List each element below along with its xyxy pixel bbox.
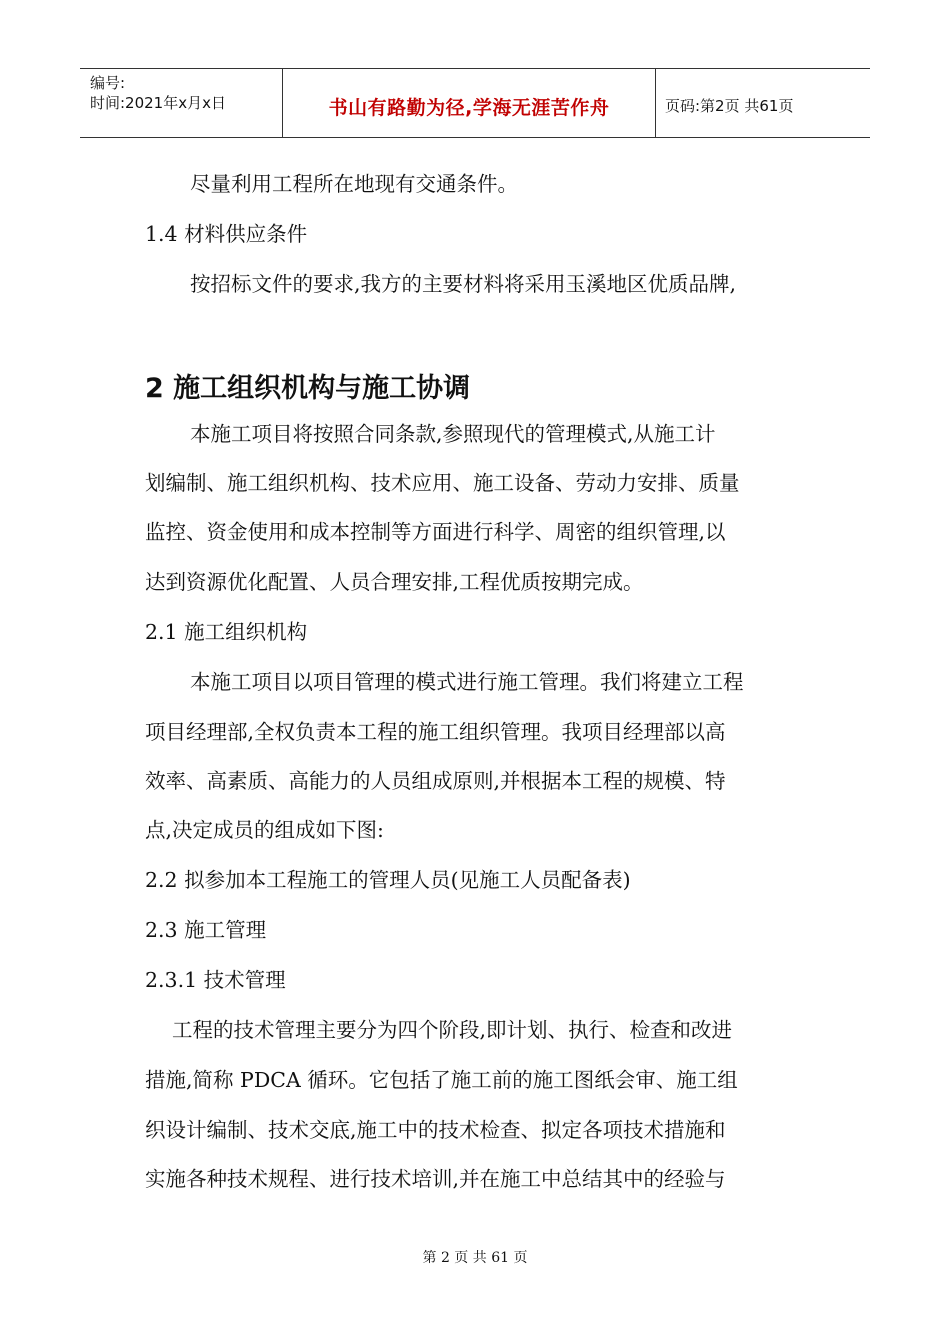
paragraph-line: 点,决定成员的组成如下图: — [145, 818, 384, 842]
paragraph-line: 划编制、施工组织机构、技术应用、施工设备、劳动力安排、质量 — [145, 471, 740, 495]
section-heading-2-3: 2.3 施工管理 — [145, 918, 267, 942]
header-page-cell — [655, 69, 870, 137]
paragraph-line: 尽量利用工程所在地现有交通条件。 — [190, 172, 518, 196]
page-header — [80, 68, 870, 138]
paragraph-line: 实施各种技术规程、进行技术培训,并在施工中总结其中的经验与 — [145, 1167, 726, 1191]
section-heading-2-1: 2.1 施工组织机构 — [145, 620, 308, 644]
paragraph-line: 项目经理部,全权负责本工程的施工组织管理。我项目经理部以高 — [145, 720, 726, 744]
paragraph-line: 达到资源优化配置、人员合理安排,工程优质按期完成。 — [145, 570, 644, 594]
header-motto-cell — [282, 69, 656, 137]
section-heading-2-2: 2.2 拟参加本工程施工的管理人员(见施工人员配备表) — [145, 868, 631, 892]
document-number-label: 编号: — [90, 74, 126, 92]
header-motto: 书山有路勤为径,学海无涯苦作舟 — [328, 97, 610, 119]
paragraph-line: 工程的技术管理主要分为四个阶段,即计划、执行、检查和改进 — [172, 1018, 733, 1042]
section-heading-1-4: 1.4 材料供应条件 — [145, 222, 308, 246]
paragraph-line: 织设计编制、技术交底,施工中的技术检查、拟定各项技术措施和 — [145, 1118, 726, 1142]
document-time-label: 时间:2021年x月x日 — [90, 94, 226, 112]
paragraph-line: 按招标文件的要求,我方的主要材料将采用玉溪地区优质品牌, — [190, 272, 737, 296]
paragraph-line: 本施工项目以项目管理的模式进行施工管理。我们将建立工程 — [190, 670, 744, 694]
paragraph-line: 措施,简称 PDCA 循环。它包括了施工前的施工图纸会审、施工组 — [145, 1068, 738, 1092]
paragraph-line: 本施工项目将按照合同条款,参照现代的管理模式,从施工计 — [190, 422, 716, 446]
header-meta-cell — [80, 69, 282, 137]
chapter-heading-2: 2 施工组织机构与施工协调 — [145, 373, 471, 404]
page-footer: 第 2 页 共 61 页 — [422, 1250, 528, 1266]
header-page-info: 页码:第2页 共61页 — [665, 97, 794, 115]
paragraph-line: 监控、资金使用和成本控制等方面进行科学、周密的组织管理,以 — [145, 520, 726, 544]
section-heading-2-3-1: 2.3.1 技术管理 — [145, 968, 286, 992]
paragraph-line: 效率、高素质、高能力的人员组成原则,并根据本工程的规模、特 — [145, 769, 726, 793]
